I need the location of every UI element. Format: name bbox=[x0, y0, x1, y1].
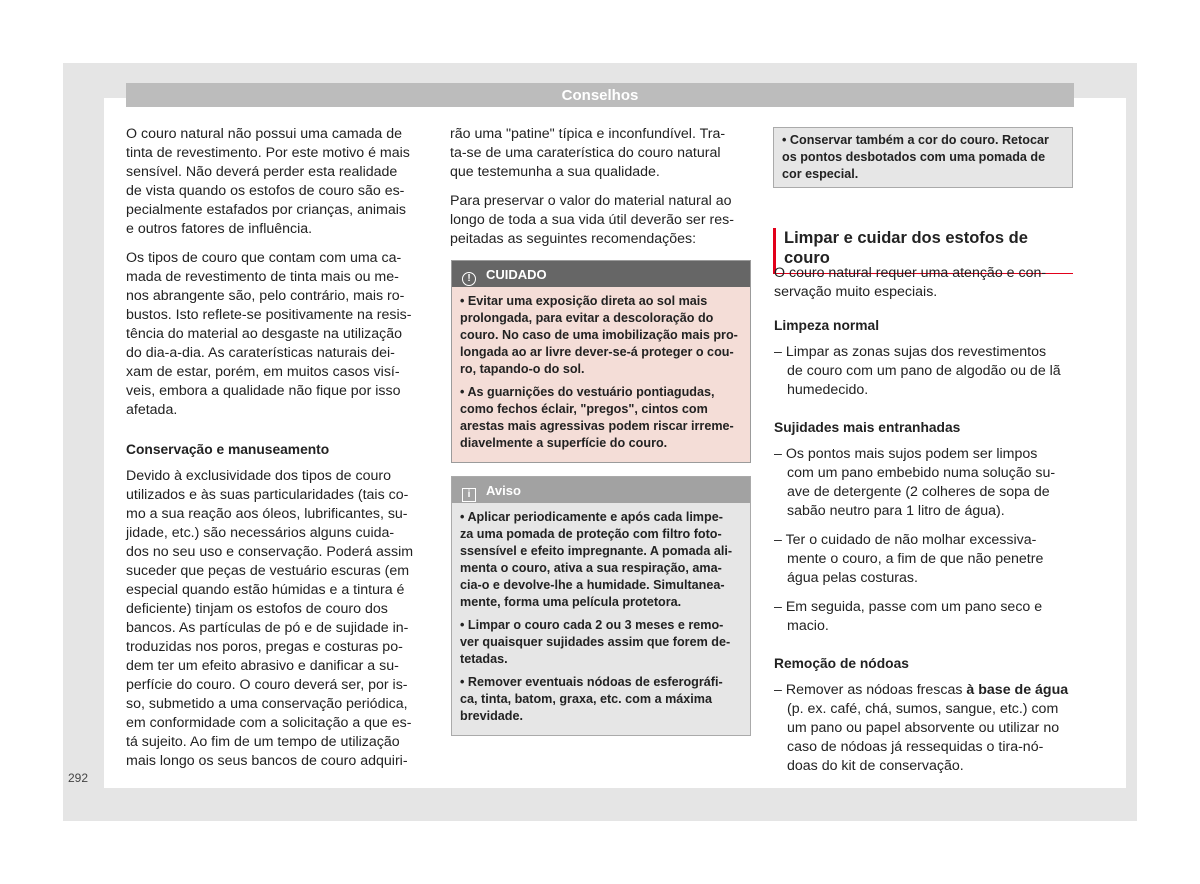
note-box bbox=[451, 476, 751, 736]
right-intro: O couro natural requer uma atenção e con- servação muito especiais. bbox=[774, 265, 1047, 300]
warning-header bbox=[452, 261, 750, 287]
warning-item-1: • Evitar uma exposição direta ao sol mais prolongada, para evitar a descoloração do couro. No caso de uma imobilização mais pro- longada ao ar livre dever-se-á proteger o cou- ro, tapando-o do sol. bbox=[460, 294, 738, 376]
note-item-1: • Aplicar periodicamente e após cada limpe- za uma pomada de proteção com filtro foto- ssensível e efeito impregnante. A pomada ali- menta o couro, ativa a sua respiração, ama- cia-o e devolve-lhe a humidade. Simultanea- mente, forma uma película protetora. bbox=[460, 510, 733, 609]
note-title: Aviso bbox=[486, 483, 521, 498]
left-column bbox=[126, 125, 426, 781]
middle-column bbox=[450, 125, 750, 259]
exclamation-circle-icon: ! bbox=[462, 272, 476, 286]
note-body bbox=[452, 503, 750, 735]
tip-text: • Conservar também a cor do couro. Retocar os pontos desbotados com uma pomada de cor especial. bbox=[782, 133, 1049, 181]
warning-box bbox=[451, 260, 751, 463]
left-paragraph-2: Os tipos de couro que contam com uma ca- mada de revestimento de tinta mais ou me- nos abrangente são, pelo contrário, mais ro- bustos. Isto reflete-se positivamente na resis- tência do material ao desgaste na utilização do dia-a-dia. As caraterísticas naturais dei- xam de estar, porém, em muitos casos visí- veis, embora a qualidade não fique por isso afetada. bbox=[126, 250, 412, 418]
right-column bbox=[774, 264, 1079, 786]
limpeza-item-1: – Limpar as zonas sujas dos revestimentos de couro com um pano de algodão ou de lã humedecido. bbox=[774, 344, 1061, 398]
remocao-bold: à base de água bbox=[966, 682, 1069, 698]
mid-paragraph-1: rão uma "patine" típica e inconfundível. Tra- ta-se de uma caraterística do couro natural que testemunha a sua qualidade. bbox=[450, 126, 726, 180]
heading-remocao: Remoção de nódoas bbox=[774, 656, 909, 671]
left-paragraph-3: Devido à exclusividade dos tipos de couro utilizados e às suas particularidades (tais co- mo a sua reação aos óleos, lubrificantes, su- jidade, etc.) são necessários alguns cuida- dos no seu uso e conservação. Poderá assim suceder que peças de vestuário escuras (em especial quando estão húmidas e a tintura é deficiente) tinjam os estofos de couro dos bancos. As partículas de pó e de sujidade in- troduzidas nos poros, pregas e costuras po- dem ter um efeito abrasivo e danificar a su- perfície do couro. O couro deverá ser, por is- so, submetido a uma conservação periódica, em conformidade com a solicitação a que es- tá sujeito. Ao fim de um tempo de utilização mais longo os seus bancos de couro adquiri- bbox=[126, 468, 414, 769]
left-paragraph-1: O couro natural não possui uma camada de tinta de revestimento. Por este motivo é mais sensível. Não deverá perder esta realidade de vista quando os estofos de couro são es- pecialmente estafados por crianças, animais e outros fatores de influência. bbox=[126, 126, 410, 237]
heading-sujidades: Sujidades mais entranhadas bbox=[774, 420, 961, 435]
sujidades-item-3: – Em seguida, passe com um pano seco e macio. bbox=[774, 599, 1043, 634]
heading-conservacao: Conservação e manuseamento bbox=[126, 442, 330, 457]
sujidades-item-2: – Ter o cuidado de não molhar excessiva- mente o couro, a fim de que não penetre água pelas costuras. bbox=[774, 532, 1044, 586]
remocao-rest: (p. ex. café, chá, sumos, sangue, etc.) com um pano ou papel absorvente ou utilizar no caso de nódoas já ressequidas o tira-nó- doas do kit de conservação. bbox=[787, 701, 1060, 774]
warning-title: CUIDADO bbox=[486, 267, 547, 282]
remocao-item-1 bbox=[774, 681, 1079, 776]
section-title: Limpar e cuidar dos estofos de couro bbox=[773, 228, 1073, 274]
note-header bbox=[452, 477, 750, 503]
remocao-prefix: – Remover as nódoas frescas bbox=[774, 682, 967, 698]
section-banner: Conselhos bbox=[126, 83, 1074, 107]
tip-box bbox=[773, 127, 1073, 188]
warning-body bbox=[452, 287, 750, 462]
note-item-3: • Remover eventuais nódoas de esferográfi- ca, tinta, batom, graxa, etc. com a máxima brevidade. bbox=[460, 675, 723, 723]
heading-limpeza-normal: Limpeza normal bbox=[774, 318, 880, 333]
sujidades-item-1: – Os pontos mais sujos podem ser limpos com um pano embebido numa solução su- ave de detergente (2 colheres de sopa de sabão neutro para 1 litro de água). bbox=[774, 446, 1056, 519]
mid-paragraph-2: Para preservar o valor do material natural ao longo de toda a sua vida útil deverão ser res- peitadas as seguintes recomendações: bbox=[450, 193, 734, 247]
warning-item-2: • As guarnições do vestuário pontiagudas, como fechos éclair, "pregos", cintos com arestas mais agressivas podem riscar irreme- diavelmente a superfície do couro. bbox=[460, 385, 734, 450]
note-item-2: • Limpar o couro cada 2 ou 3 meses e remo- ver quaisquer sujidades assim que forem de- tetadas. bbox=[460, 618, 731, 666]
info-icon: i bbox=[462, 488, 476, 502]
page-number: 292 bbox=[68, 771, 89, 785]
